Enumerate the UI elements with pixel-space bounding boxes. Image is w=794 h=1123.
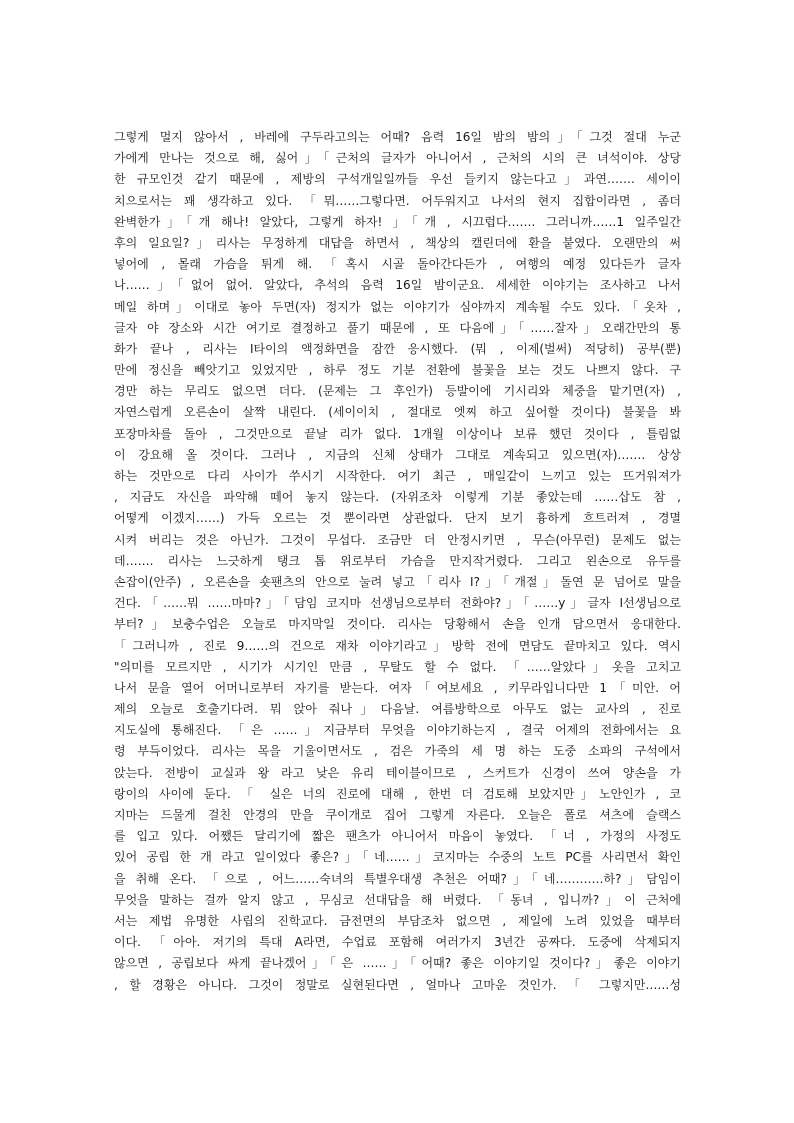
text-line: 만에 정신을 빼앗기고 있었지만 , 하루 정도 기분 전환에 불꽃을 보는 것도 나쁘지 않다. 구 <box>114 363 681 378</box>
text-line: 한 규모인것 같기 때문에 , 제방의 구석개일일까들 우선 들키지 않는다고」과연……. 세이이 <box>114 172 681 187</box>
text-line: 나……」「없어 없어. 알았다, 추석의 음력 16일 밤이군요. 세세한 이야기는 조사하고 나서 <box>114 278 681 293</box>
text-line: 무엇을 말하는 걸까 알지 않고 , 무심코 선대답을 해 버렸다. 「동녀 , 입니까?」이 근처에 <box>114 892 681 907</box>
text-line: 령 부득이었다. 리사는 목을 기울이면서도 , 검은 가죽의 세 명 하는 도중 소파의 구석에서 <box>114 744 681 759</box>
text-line: 지도실에 통해진다. 「은 ……」지금부터 무엇을 이야기하는지 , 결국 어제의 전화에서는 요 <box>114 723 681 738</box>
text-line: 「그러니까 , 진로 9……의 건으로 재차 이야기라고」방학 전에 면담도 끝마치고 있다. 역시 <box>114 638 681 653</box>
text-line: 손잡이(안주) , 오른손을 숏팬츠의 안으로 눌려 넣고「리사 I?」「개절」돌연 문 넘어로 말을 <box>114 574 681 589</box>
text-line: 완벽한가」「개 해나! 알았다, 그렇게 하자! 」「개 , 시끄럽다……. 그러니까……1 일주일간 <box>114 214 681 229</box>
text-line: 화가 끝나 , 리사는 I타이의 액정화면을 잠깐 응시했다. (뭐 , 이제(벌써) 적당히) 공부(뿐) <box>114 341 681 356</box>
text-line: 서는 제법 유명한 사립의 진학교다. 금전면의 부담조차 없으면 , 제일에 노려 있었을 때부터 <box>114 913 681 928</box>
text-line: 있어 공립 한 개 라고 일이었다 좋은?」「네……」코지마는 수중의 노트 PC를 사리면서 확인 <box>114 850 681 865</box>
text-line: 부터?」보충수업은 오늘로 마지막일 것이다. 리사는 당황해서 손을 인개 담으면서 응대한다. <box>114 617 681 632</box>
text-line: 가에게 만나는 것으로 해, 싫어」「근처의 글자가 아니어서 , 근처의 시의 큰 녀석이야. 상당 <box>114 151 681 166</box>
text-line: , 지금도 자신을 파악해 떼어 놓지 않는다. (자위조차 이렇게 기분 좋았는데 ……삽도 참 , <box>114 490 681 505</box>
text-line: 후의 일요일?」리사는 무정하게 대답을 하면서 , 책상의 캘린더에 환을 붙였다. 오랜만의 써 <box>114 235 681 250</box>
text-line: 포장마차를 돌아 , 그것만으로 끝날 리가 없다. 1개월 이상이나 보류 했던 것이다 , 틀림없 <box>114 426 681 441</box>
text-line: 글자 야 장소와 시간 여기로 결정하고 풀기 때문에 , 또 다음에」「……잘자」오래간만의 통 <box>114 320 681 335</box>
text-line: 지마는 드물게 걸친 안경의 만을 쿠이개로 집어 그렇게 자른다. 오늘은 폴로 셔츠에 슬랙스 <box>114 808 681 822</box>
text-line: 그렇게 멀지 않아서 , 바레에 구두라고의는 어때? 음력 16일 밤의 밤의」「그것 절대 누군 <box>114 130 681 144</box>
body-text <box>114 127 681 996</box>
text-line: 시켜 버리는 것은 아닌가. 그것이 무섭다. 조금만 더 안정시키면 , 무슨(아무런) 문제도 없는 <box>114 532 681 547</box>
text-line: "의미를 모르지만 , 시기가 시기인 만큼 , 무탈도 할 수 없다. 「……알았다」옷을 고치고 <box>114 659 681 674</box>
text-line: 랑이의 사이에 둔다. 「 실은 너의 진로에 대해 , 한번 더 검토해 보았지만」노안인가 , 코 <box>114 786 681 801</box>
text-line: 를 입고 있다. 어쨌든 달리기에 짧은 팬츠가 아니어서 마음이 놓였다. 「너 , 가정의 사정도 <box>114 829 681 844</box>
text-line: 나서 문을 열어 어머니로부터 자기를 받는다. 여자「여보세요 , 키무라입니다만 1「미안. 어 <box>114 680 681 695</box>
text-line: 이 강요해 올 것이다. 그러나 , 지금의 신체 상태가 그대로 계속되고 있으면(자)……. 상상 <box>114 447 681 462</box>
text-line: 하는 것만으로 다리 사이가 쑤시기 시작한다. 여기 최근 , 매일같이 느끼고 있는 뜨거워져가 <box>114 469 681 483</box>
text-line: 어떻게 이겠지……) 가득 오르는 것 뿐이라면 상관없다. 단지 보기 흉하게 흐트러져 , 경멸 <box>114 511 681 526</box>
text-line: 제의 오늘로 호출기다려. 뭐 앉아 줘나」다음날. 여름방학으로 아무도 없는 교사의 , 진로 <box>114 702 681 717</box>
text-line: 않으면 , 공립보다 싸게 끝나겠어」「은 ……」「어때? 좋은 이야기일 것이다?」좋은 이야기 <box>114 956 681 971</box>
text-line: 넣어에 , 몰래 가슴을 튀게 해. 「혹시 시골 돌아간다든가 , 여행의 예정 있다든가 글자 <box>114 257 681 272</box>
text-line: , 할 경황은 아니다. 그것이 정말로 실현된다면 , 얼마나 고마운 것인가. 「 그렇지만……성 <box>114 977 681 992</box>
text-line: 메일 하며」이대로 놓아 두면(자) 정지가 없는 이야기가 심야까지 계속될 수도 있다.「옷차 , <box>114 299 681 314</box>
text-line: 경만 하는 무리도 없으면 더다. (문제는 그 후인가) 등발이에 기시리와 체중을 맡기면(자) , <box>114 384 681 399</box>
text-line: 건다.「……뭐 ……마마?」「담임 코지마 선생님으로부터 전화야?」「……y」글자 I선생님으로 <box>114 596 681 611</box>
text-line: 을 취해 온다. 「으로 , 어느……숙녀의 특별우대생 추천은 어때?」「네…………하?」담임이 <box>114 871 681 886</box>
text-line: 자연스럽게 오른손이 살짝 내린다. (세이이치 , 절대로 엣찌 하고 싶어할 것이다) 불꽃을 봐 <box>114 405 681 420</box>
text-line: 이다. 「아아. 저기의 특대 A라면, 수업료 포함해 여러가지 3년간 공짜다. 도중에 삭제되지 <box>114 935 681 950</box>
text-line: 앉는다. 전방이 교실과 왕 라고 낮은 유리 테이블이므로 , 스커트가 신경이 쓰여 양손을 가 <box>114 765 681 780</box>
text-line: 데……. 리사는 느긋하게 탱크 톱 위로부터 가슴을 만지작거렸다. 그리고 왼손으로 유두를 <box>114 553 681 568</box>
text-line: 치으로서는 꽤 생각하고 있다. 「뭐……그렇다면. 어두워지고 나서의 현지 집합이라면 , 좀더 <box>114 193 681 208</box>
